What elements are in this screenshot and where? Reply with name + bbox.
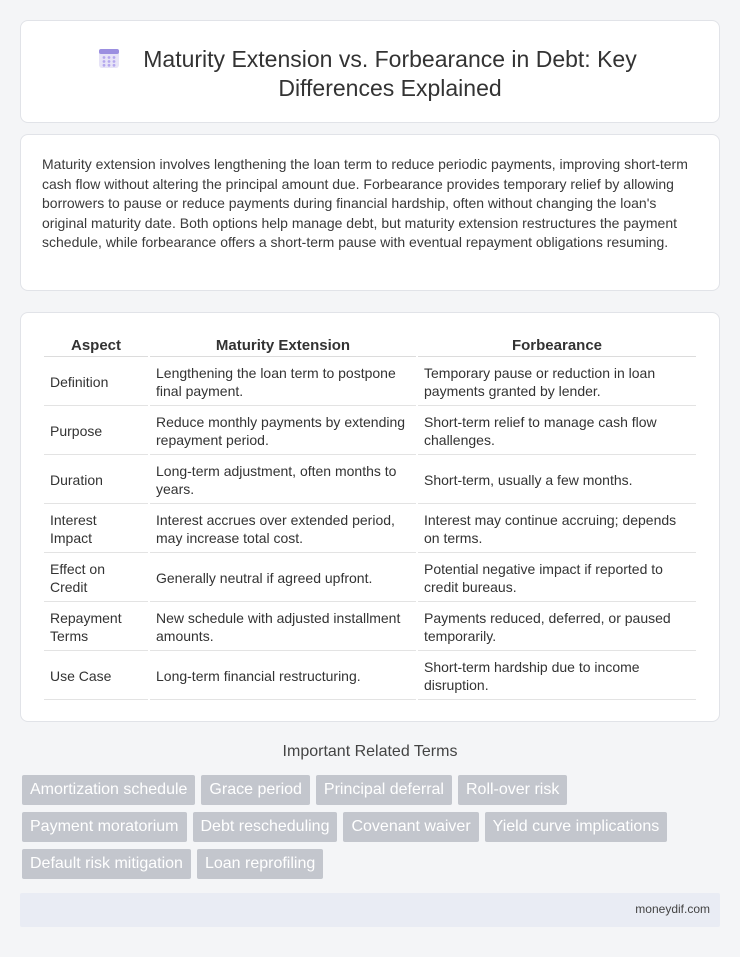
related-term-tag[interactable]: Amortization schedule [22,775,195,805]
table-row [44,653,696,700]
cell-maturity-extension: Long-term financial restructuring. [150,653,416,700]
cell-aspect: Effect on Credit [44,555,148,602]
cell-maturity-extension: Generally neutral if agreed upfront. [150,555,416,602]
cell-aspect: Duration [44,457,148,504]
cell-forbearance: Payments reduced, deferred, or paused temporarily. [418,604,696,651]
table-row [44,408,696,455]
table-row [44,457,696,504]
cell-forbearance: Short-term hardship due to income disruption. [418,653,696,700]
related-term-tag[interactable]: Principal deferral [316,775,452,805]
cell-forbearance: Short-term relief to manage cash flow challenges. [418,408,696,455]
footer-site-link[interactable]: moneydif.com [635,902,710,916]
header-maturity-extension: Maturity Extension [150,335,416,357]
cell-maturity-extension: Interest accrues over extended period, may increase total cost. [150,506,416,553]
cell-maturity-extension: Lengthening the loan term to postpone final payment. [150,359,416,406]
cell-aspect: Definition [44,359,148,406]
related-term-tag[interactable]: Covenant waiver [343,812,478,842]
table-row [44,555,696,602]
cell-maturity-extension: Reduce monthly payments by extending repayment period. [150,408,416,455]
cell-maturity-extension: Long-term adjustment, often months to years. [150,457,416,504]
table-row [44,604,696,651]
related-terms-heading: Important Related Terms [282,743,458,760]
related-terms-list [22,775,722,879]
intro-card [20,134,720,291]
related-term-tag[interactable]: Payment moratorium [22,812,187,842]
intro-paragraph: Maturity extension involves lengthening the loan term to reduce periodic payments, improving short-term cash flow without altering the principal amount due. Forbearance provides temporary relief by allowing borrowers to pause or reduce payments during financial hardship, often without changing the loan's original maturity date. Both options help manage debt, but maturity extension restructures the payment schedule, while forbearance offers a short-term pause with eventual repayment obligations resuming. [42,156,688,250]
cell-forbearance: Short-term, usually a few months. [418,457,696,504]
table-row [44,359,696,406]
cell-forbearance: Temporary pause or reduction in loan payments granted by lender. [418,359,696,406]
cell-aspect: Interest Impact [44,506,148,553]
table-row [44,506,696,553]
table-header-row [44,335,696,357]
cell-maturity-extension: New schedule with adjusted installment amounts. [150,604,416,651]
header-forbearance: Forbearance [418,335,696,357]
related-term-tag[interactable]: Loan reprofiling [197,849,323,879]
related-term-tag[interactable]: Grace period [201,775,310,805]
page-title: Maturity Extension vs. Forbearance in Debt: Key Differences Explained [143,46,637,101]
related-term-tag[interactable]: Yield curve implications [485,812,668,842]
cell-forbearance: Interest may continue accruing; depends on terms. [418,506,696,553]
cell-aspect: Purpose [44,408,148,455]
cell-aspect: Repayment Terms [44,604,148,651]
footer [20,893,720,927]
comparison-table [42,333,698,702]
related-term-tag[interactable]: Default risk mitigation [22,849,191,879]
cell-aspect: Use Case [44,653,148,700]
related-term-tag[interactable]: Debt rescheduling [193,812,338,842]
title-card [20,20,720,123]
related-term-tag[interactable]: Roll-over risk [458,775,567,805]
cell-forbearance: Potential negative impact if reported to credit bureaus. [418,555,696,602]
comparison-card [20,312,720,722]
header-aspect: Aspect [44,335,148,357]
